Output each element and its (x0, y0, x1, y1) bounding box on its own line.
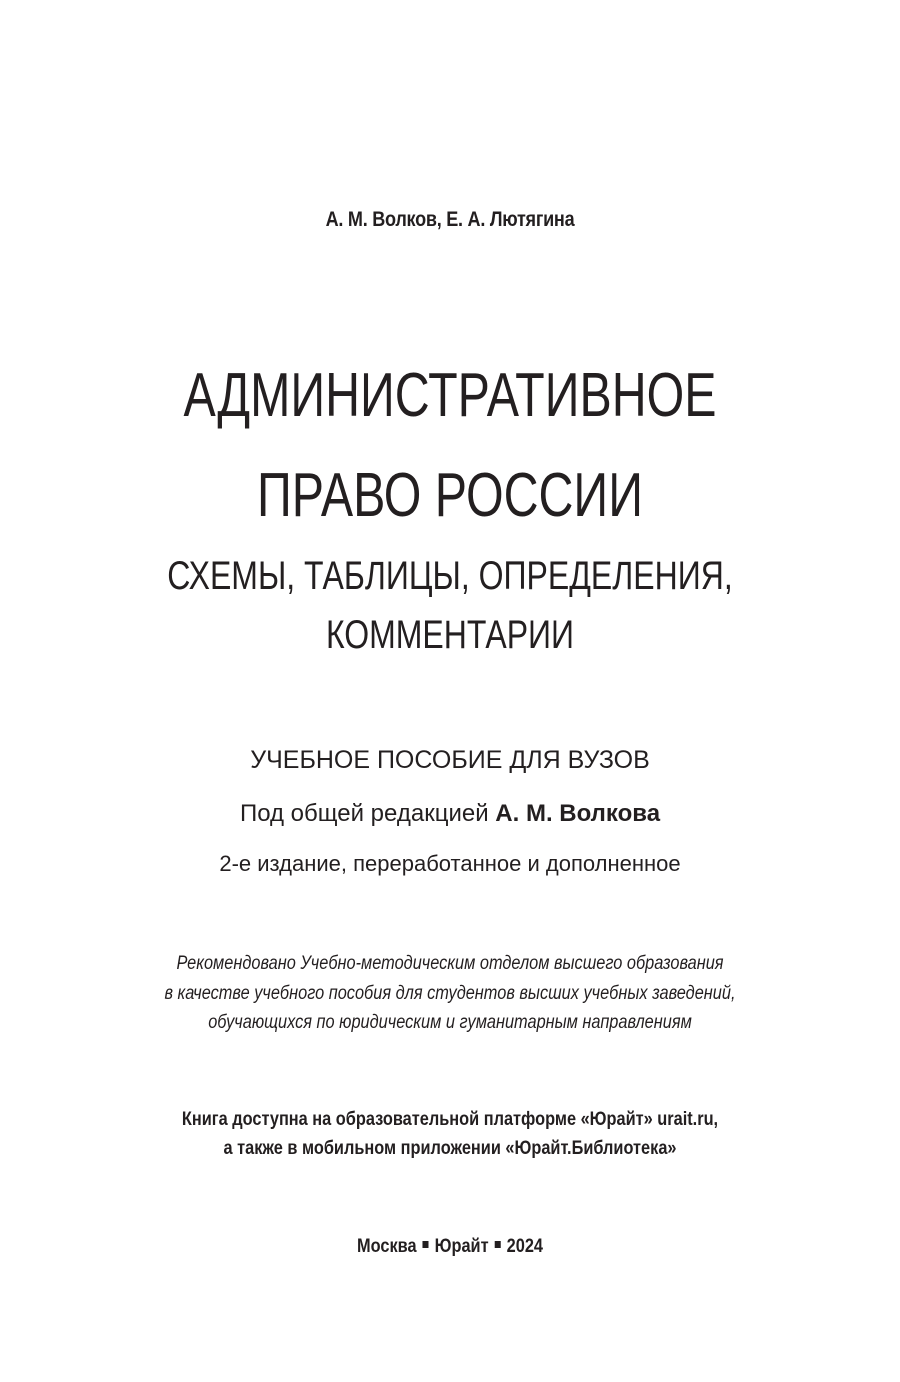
recommendation-line-2: в качестве учебного пособия для студентов высших учебных заведений, (164, 983, 736, 1004)
availability-line-1: Книга доступна на образовательной платформе «Юрайт» urait.ru, (181, 1109, 719, 1130)
recommendation-line-3: обучающихся по юридическим и гуманитарным направлениям (208, 1012, 692, 1033)
imprint-publisher: Юрайт (434, 1236, 489, 1257)
book-subtitle-line-2: КОММЕНТАРИИ (325, 613, 575, 657)
book-title-line-1: АДМИНИСТРАТИВНОЕ (183, 361, 717, 430)
imprint (63, 1236, 837, 1258)
book-title-line-2: ПРАВО РОССИИ (257, 461, 643, 530)
imprint-year: 2024 (506, 1236, 544, 1257)
imprint-city: Москва (356, 1236, 417, 1257)
availability-line-2: а также в мобильном приложении «Юрайт.Библиотека» (223, 1138, 677, 1159)
separator-square-icon (423, 1241, 429, 1248)
book-subtitle-line-1: СХЕМЫ, ТАБЛИЦЫ, ОПРЕДЕЛЕНИЯ, (167, 554, 733, 598)
separator-square-icon (495, 1241, 501, 1248)
document-type: УЧЕБНОЕ ПОСОБИЕ ДЛЯ ВУЗОВ (250, 746, 650, 774)
authors: А. М. Волков, Е. А. Лютягина (325, 208, 575, 231)
recommendation-line-1: Рекомендовано Учебно-методическим отделом высшего образования (176, 953, 724, 974)
editor-prefix: Под общей редакцией (239, 800, 489, 827)
edition-note: 2-е издание, переработанное и дополненное (219, 851, 681, 876)
editor-credit (0, 800, 900, 828)
editor-name: А. М. Волкова (495, 800, 661, 827)
